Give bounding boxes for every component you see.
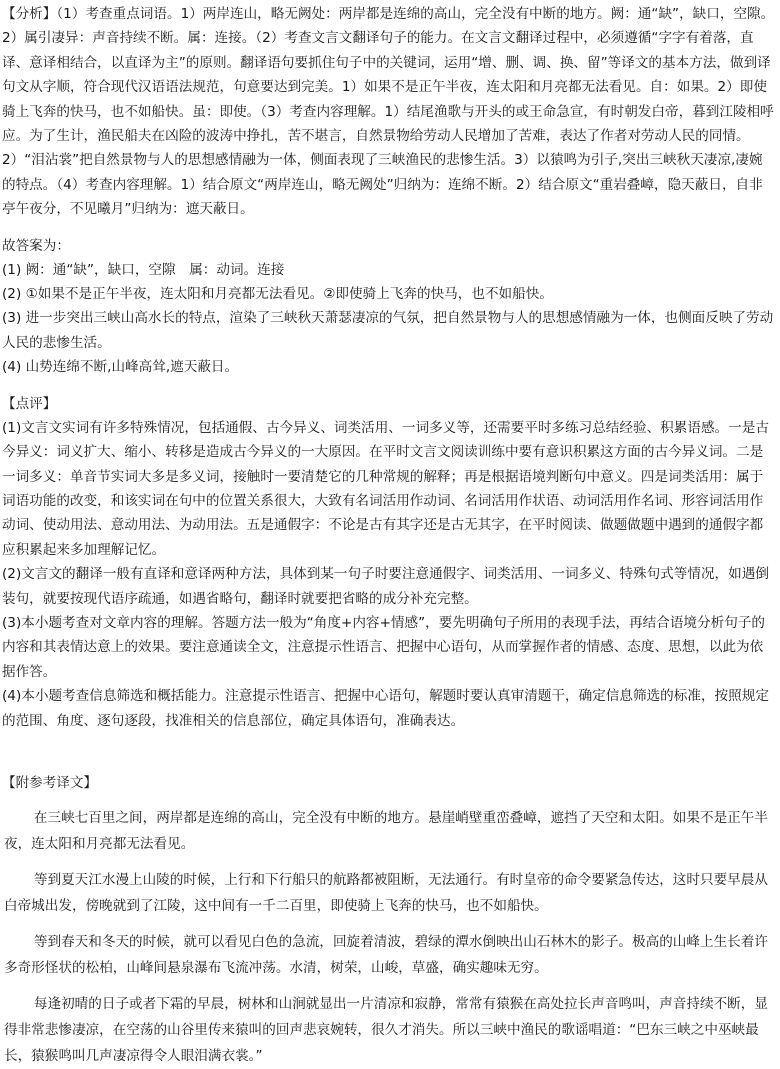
- translation-heading: 【附参考译文】: [2, 774, 98, 791]
- answer-item-3: (3) 进一步突出三峡山高水长的特点，渲染了三峡秋天萧瑟凄凉的气氛，把自然景物与人的思想感情融为一体，也侧面反映了劳动人民的悲惨生活。: [2, 310, 774, 351]
- answer-item-2: (2) ①如果不是正午半夜，连太阳和月亮都无法看见。②即使骑上飞奔的快马，也不如船快。: [2, 286, 553, 303]
- comment-item-3: (3)本小题考查对文章内容的理解。答题方法一般为“角度+内容+情感”，要先明确句子所用的表现手法，再结合语境分析句子的内容和其表情达意上的效果。要注意通读全文，注意提示性语言、把握中心语句，从而掌握作者的情感、态度、思想，以此为依据作答。: [2, 614, 765, 680]
- translation-paragraph-1: 在三峡七百里之间，两岸都是连绵的高山，完全没有中断的地方。悬崖峭壁重峦叠嶂，遮挡了天空和太阳。如果不是正午半夜，连太阳和月亮都无法看见。: [4, 809, 768, 852]
- comment-item-1: (1)文言文实词有许多特殊情况，包括通假、古今异义、词类活用、一词多义等，还需要平时多练习总结经验、积累语感。一是古今异义：词义扩大、缩小、转移是造成古今异义的一大原因。在平时文言文阅读训练中要有意识积累这方面的古今异义词。二是一词多义：单音节实词大多是多义词，接触时一要清楚它的几种常规的解释；再是根据语境判断句中意义。四是词类活用：属于词语功能的改变，和该实词在句中的位置关系很大，大致有名词活用作动词、名词活用作状语、动词活用作名词、形容词活用作动词、使动用法、意动用法、为动用法。五是通假字：不论是古有其字还是古无其字，在平时阅读、做题做题中遇到的通假字都应积累起来多加理解记忆。: [2, 419, 769, 558]
- comment-item-2: (2)文言文的翻译一般有直译和意译两种方法，具体到某一句子时要注意通假字、词类活用、一词多义、特殊句式等情况，如遇倒装句，就要按现代语序疏通，如遇省略句，翻译时就要把省略的成分补充完整。: [2, 566, 769, 607]
- comment-item-4: (4)本小题考查信息筛选和概括能力。注意提示性语言、把握中心语句，解题时要认真审清题干，确定信息筛选的标准，按照规定的范围、角度、逐句逐段，找准相关的信息部位，确定具体语句，准确表达。: [2, 688, 769, 729]
- translation-paragraph-2: 等到夏天江水漫上山陵的时候，上行和下行船只的航路都被阻断，无法通行。有时皇帝的命令要紧急传达，这时只要早晨从白帝城出发，傍晚就到了江陵，这中间有一千二百里，即使骑上飞奔的快马，也不如船快。: [4, 871, 768, 914]
- answer-item-1: (1) 阙：通“缺”，缺口，空隙 属：动词。连接: [2, 261, 285, 278]
- answer-heading: 故答案为：: [2, 237, 70, 254]
- translation-paragraph-4: 每逢初晴的日子或者下霜的早晨，树林和山涧就显出一片清凉和寂静，常常有猿猴在高处拉长声音鸣叫，声音持续不断，显得非常悲惨凄凉，在空荡的山谷里传来猿叫的回声悲哀婉转，很久才消失。所以三峡中渔民的歌谣唱道：“巴东三峡之中巫峡最长，猿猴鸣叫几声凄凉得令人眼泪满衣裳。”: [4, 995, 768, 1064]
- analysis-paragraph: 【分析】（1）考查重点词语。1）两岸连山，略无阙处：两岸都是连绵的高山，完全没有中断的地方。阙：通“缺”，缺口，空隙。2）属引凄异：声音持续不断。属：连接。（2）考查文言文翻译句子的能力。在文言文翻译过程中，必须遵循“字字有着落，直译、意译相结合，以直译为主”的原则。翻译语句要抓住句子中的关键词，运用“增、删、调、换、留”等译文的基本方法，做到译句文从字顺，符合现代汉语语法规范，句意要达到完美。1）如果不是正午半夜，连太阳和月亮都无法看见。自：如果。2）即使骑上飞奔的快马，也不如船快。虽：即使。（3）考查内容理解。1）结尾渔歌与开头的或王命急宣，有时朝发白帝，暮到江陵相呼应。为了生计，渔民船夫在凶险的波涛中挣扎，苦不堪言，自然景物给劳动人民增加了苦难，表达了作者对劳动人民的同情。2）“泪沾裳”把自然景物与人的思想感情融为一体，侧面表现了三峡渔民的悲惨生活。3）以猿鸣为引子,突出三峡秋天凄凉,凄婉的特点。（4）考查内容理解。1）结合原文“两岸连山，略无阙处”归纳为：连绵不断。2）结合原文“重岩叠嶂，隐天蔽日，自非亭午夜分，不见曦月”归纳为：遮天蔽日。: [2, 6, 775, 218]
- answer-item-4: (4) 山势连绵不断,山峰高耸,遮天蔽日。: [2, 359, 239, 376]
- comment-heading: 【点评】: [2, 395, 57, 412]
- translation-paragraph-3: 等到春天和冬天的时候，就可以看见白色的急流，回旋着清波，碧绿的潭水倒映出山石林木的影子。极高的山峰上生长着许多奇形怪状的松柏，山峰间悬泉瀑布飞流冲荡。水清，树荣，山峻，草盛，确实趣味无穷。: [4, 933, 768, 976]
